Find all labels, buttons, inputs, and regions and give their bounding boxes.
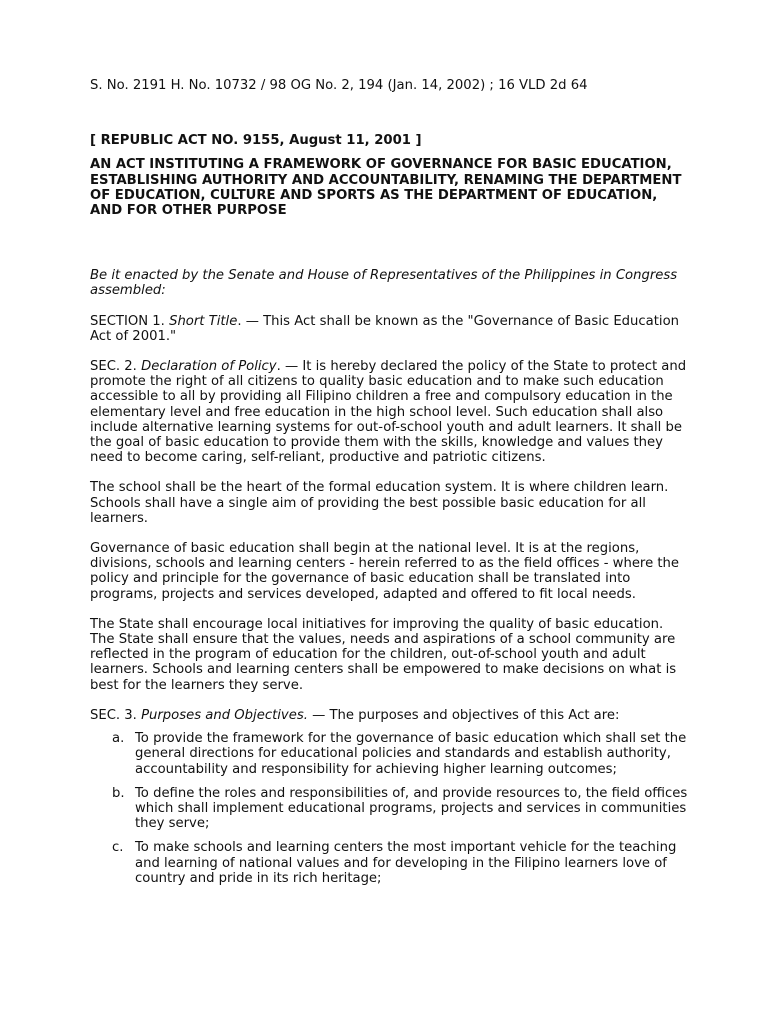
section-1-label: SECTION 1. <box>90 313 170 329</box>
section-3-label: SEC. 3. <box>90 707 142 723</box>
section-3-title: Purposes and Objectives. <box>141 707 308 723</box>
list-item-text: To define the roles and responsibilities of, and provide resources to, the field offices which shall implement educational programs, projects and services in communities they serve; <box>135 785 688 832</box>
list-item-text: To make schools and learning centers the most important vehicle for the teaching and learning of national values and for developing in the Filipino learners love of country and pride in its rich heritage; <box>135 840 677 886</box>
section-3-text: — The purposes and objectives of this Act are: <box>307 707 620 723</box>
section-2-paragraph: Governance of basic education shall begin at the national level. It is at the regions, divisions, schools and learning centers - herein referred to as the field offices - where the policy and principle for the governance of basic education shall be translated into programs, projects and services developed, adapted and offered to fit local needs. <box>90 541 680 602</box>
list-item <box>90 786 690 832</box>
republic-act-heading: [ REPUBLIC ACT NO. 9155, August 11, 2001 ] <box>90 133 422 149</box>
citation-line: S. No. 2191 H. No. 10732 / 98 OG No. 2, 194 (Jan. 14, 2002) ; 16 VLD 2d 64 <box>90 78 588 93</box>
section-1-title: Short Title <box>169 313 238 329</box>
list-item-marker: b. <box>112 785 125 801</box>
document-body <box>90 78 690 895</box>
list-item <box>90 840 690 886</box>
section-2-paragraph: The State shall encourage local initiatives for improving the quality of basic education. The State shall ensure that the values, needs and aspirations of a school community are reflected in the program of education for the children, out-of-school youth and adult learners. Schools and learning centers shall be empowered to make decisions on what is best for the learners they serve. <box>90 616 677 693</box>
section-2 <box>90 359 690 465</box>
list-item-text: To provide the framework for the governance of basic education which shall set the general directions for educational policies and standards and establish authority, accountability and responsibility for achieving higher learning outcomes; <box>135 731 687 777</box>
enacting-clause: Be it enacted by the Senate and House of Representatives of the Philippines in Congress assembled: <box>90 268 678 299</box>
list-item-marker: c. <box>112 840 124 856</box>
list-item-marker: a. <box>112 731 125 747</box>
section-2-label: SEC. 2. <box>90 359 142 375</box>
act-title: AN ACT INSTITUTING A FRAMEWORK OF GOVERNANCE FOR BASIC EDUCATION, ESTABLISHING AUTHORITY AND ACCOUNTABILITY, RENAMING THE DEPARTMENT OF EDUCATION, CULTURE AND SPORTS AS THE DEPARTMENT OF EDUCATION, AND FOR OTHER PURPOSE <box>90 157 682 219</box>
section-3 <box>90 708 690 723</box>
objectives-list <box>90 731 690 886</box>
section-2-paragraph: The school shall be the heart of the formal education system. It is where children learn. Schools shall have a single aim of providing the best possible basic education for all learners. <box>90 480 669 526</box>
section-2-title: Declaration of Policy <box>141 359 277 375</box>
list-item <box>90 731 690 777</box>
section-1 <box>90 314 690 344</box>
section-1-text: . — This Act shall be known as the "Governance of Basic Education Act of 2001." <box>90 313 679 344</box>
section-2-text: . — It is hereby declared the policy of the State to protect and promote the right of all citizens to quality basic education and to make such education accessible to all by providing all Filipino children a free and compulsory education in the elementary level and free education in the high school level. Such education shall also include alternative learning systems for out-of-school youth and adult learners. It shall be the goal of basic education to provide them with the skills, knowledge and values they need to become caring, self-reliant, productive and patriotic citizens. <box>90 359 687 466</box>
